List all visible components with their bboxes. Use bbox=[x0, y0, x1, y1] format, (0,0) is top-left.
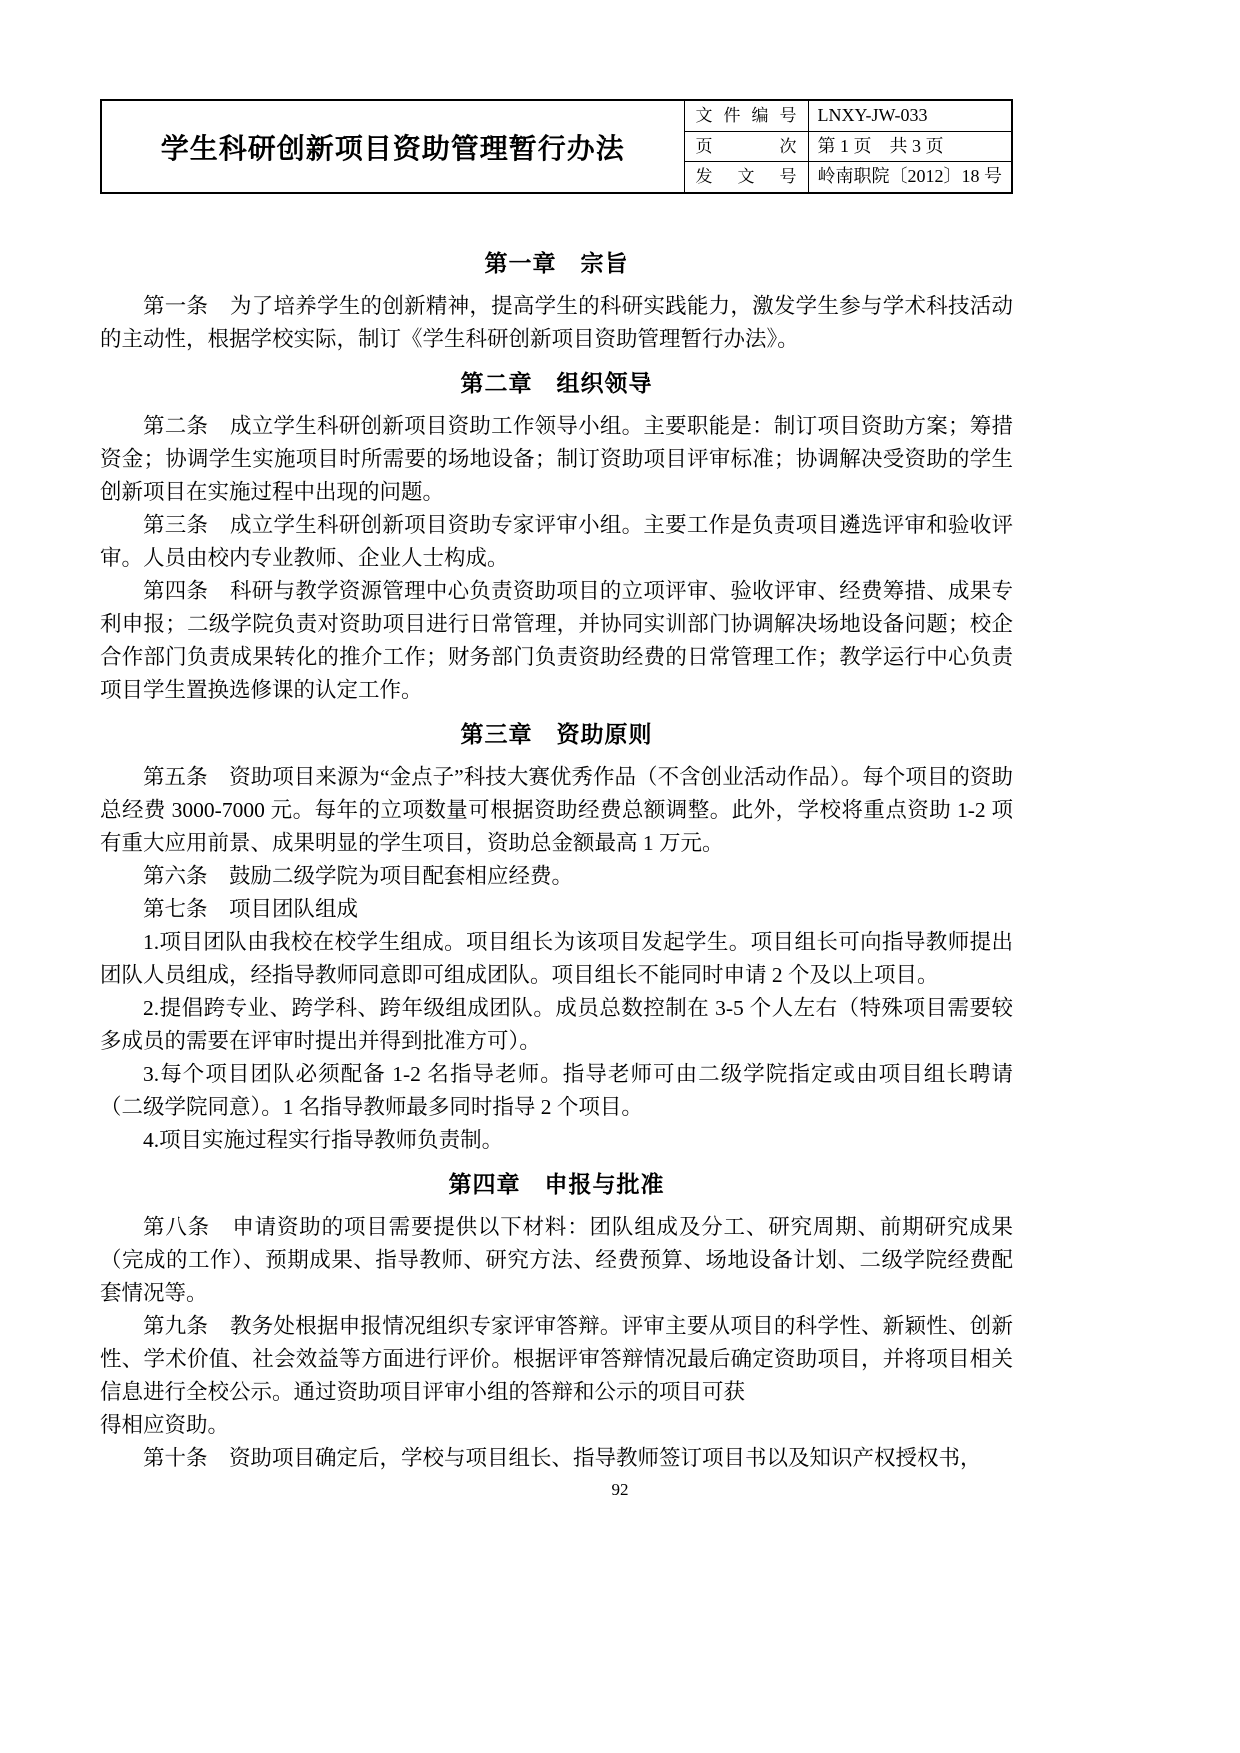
document-header bbox=[100, 99, 1013, 194]
article-10: 第十条 资助项目确定后，学校与项目组长、指导教师签订项目书以及知识产权授权书， bbox=[143, 1446, 982, 1470]
article-9: 第九条 教务处根据申报情况组织专家评审答辩。评审主要从项目的科学性、新颖性、创新性、学术价值、社会效益等方面进行评价。根据评审答辩情况最后确定资助项目，并将项目相关信息进行全校公示。通过资助项目评审小组的答辩和公示的项目可获 bbox=[100, 1314, 1013, 1404]
meta-label-file-number: 文件编号 bbox=[685, 101, 809, 131]
article-8: 第八条 申请资助的项目需要提供以下材料：团队组成及分工、研究周期、前期研究成果（完成的工作）、预期成果、指导教师、研究方法、经费预算、场地设备计划、二级学院经费配套情况等。 bbox=[100, 1215, 1013, 1305]
meta-label-issue-number: 发文号 bbox=[685, 162, 809, 192]
article-5: 第五条 资助项目来源为“金点子”科技大赛优秀作品（不含创业活动作品）。每个项目的资助总经费 3000-7000 元。每年的立项数量可根据资助经费总额调整。此外，学校将重点资助 1-2 项有重大应用前景、成果明显的学生项目，资助总金额最高 1 万元。 bbox=[100, 765, 1013, 855]
article-7-item-1: 1.项目团队由我校在校学生组成。项目组长为该项目发起学生。项目组长可向指导教师提出团队人员组成，经指导教师同意即可组成团队。项目组长不能同时申请 2 个及以上项目。 bbox=[100, 930, 1013, 987]
article-7: 第七条 项目团队组成 bbox=[143, 897, 359, 921]
meta-value-file-number: LNXY-JW-033 bbox=[817, 105, 928, 125]
article-2: 第二条 成立学生科研创新项目资助工作领导小组。主要职能是：制订项目资助方案；筹措资金；协调学生实施项目时所需要的场地设备；制订资助项目评审标准；协调解决受资助的学生创新项目在实施过程中出现的问题。 bbox=[100, 414, 1013, 504]
article-7-item-3: 3.每个项目团队必须配备 1-2 名指导老师。指导老师可由二级学院指定或由项目组长聘请（二级学院同意）。1 名指导教师最多同时指导 2 个项目。 bbox=[100, 1062, 1013, 1119]
document-title: 学生科研创新项目资助管理暂行办法 bbox=[102, 101, 685, 192]
meta-label-page-info: 页次 bbox=[685, 132, 809, 162]
meta-row-page-info bbox=[685, 132, 1012, 163]
chapter-heading-4: 第四章 申报与批准 bbox=[448, 1171, 665, 1197]
page-number: 92 bbox=[611, 1480, 629, 1499]
meta-value-issue-number: 岭南职院〔2012〕18 号 bbox=[817, 166, 1002, 187]
article-9-continuation: 得相应资助。 bbox=[100, 1413, 230, 1437]
chapter-heading-1: 第一章 宗旨 bbox=[484, 250, 629, 276]
article-3: 第三条 成立学生科研创新项目资助专家评审小组。主要工作是负责项目遴选评审和验收评审。人员由校内专业教师、企业人士构成。 bbox=[100, 513, 1013, 570]
chapter-heading-2: 第二章 组织领导 bbox=[460, 370, 653, 396]
chapter-heading-3: 第三章 资助原则 bbox=[460, 721, 653, 747]
meta-row-file-number bbox=[685, 101, 1012, 132]
header-meta-table bbox=[685, 101, 1012, 192]
meta-value-page-info: 第 1 页 共 3 页 bbox=[817, 135, 944, 156]
document-body bbox=[100, 236, 1013, 1475]
article-4: 第四条 科研与教学资源管理中心负责资助项目的立项评审、验收评审、经费筹措、成果专利申报；二级学院负责对资助项目进行日常管理，并协同实训部门协调解决场地设备问题；校企合作部门负责成果转化的推介工作；财务部门负责资助经费的日常管理工作；教学运行中心负责项目学生置换选修课的认定工作。 bbox=[100, 579, 1013, 702]
article-6: 第六条 鼓励二级学院为项目配套相应经费。 bbox=[143, 864, 574, 888]
meta-row-issue-number bbox=[685, 162, 1012, 192]
article-1: 第一条 为了培养学生的创新精神，提高学生的科研实践能力，激发学生参与学术科技活动的主动性，根据学校实际，制订《学生科研创新项目资助管理暂行办法》。 bbox=[100, 294, 1013, 351]
article-7-item-2: 2.提倡跨专业、跨学科、跨年级组成团队。成员总数控制在 3-5 个人左右（特殊项目需要较多成员的需要在评审时提出并得到批准方可）。 bbox=[100, 996, 1013, 1053]
article-7-item-4: 4.项目实施过程实行指导教师负责制。 bbox=[143, 1128, 504, 1152]
